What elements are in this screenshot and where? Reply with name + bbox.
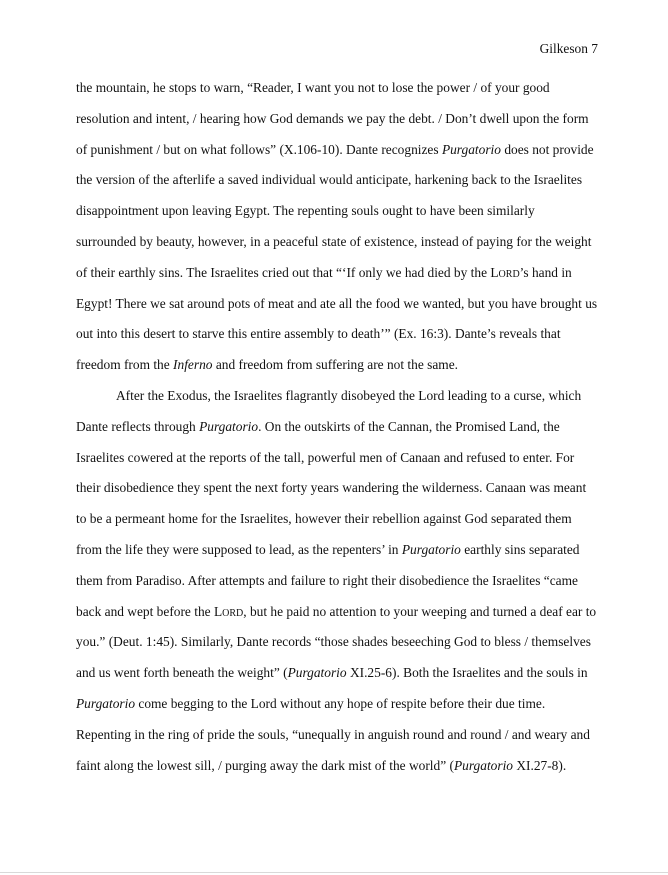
text-run: of punishment / but on what follows” (X.106-10). Dante recognizes bbox=[76, 141, 442, 157]
text-run: the version of the afterlife a saved individual would anticipate, harkening back to the Israelites bbox=[76, 172, 583, 188]
text-line bbox=[76, 632, 602, 663]
text-line bbox=[76, 602, 602, 633]
text-run: from the life they were supposed to lead, as the repenters’ in bbox=[76, 541, 402, 557]
text-line bbox=[76, 417, 602, 448]
text-run: Repenting in the ring of pride the souls, “unequally in anguish round and round / and weary and bbox=[76, 726, 590, 742]
text-run: . On the outskirts of the Cannan, the Promised Land, the bbox=[258, 418, 560, 434]
text-line bbox=[76, 478, 602, 509]
text-run: surrounded by beauty, however, in a peaceful state of existence, instead of paying for the weight bbox=[76, 233, 592, 249]
small-caps-word: LORD bbox=[490, 264, 520, 280]
text-line bbox=[76, 201, 602, 232]
text-line bbox=[76, 324, 602, 355]
text-run: After the Exodus, the Israelites flagrantly disobeyed the Lord leading to a curse, which bbox=[116, 387, 582, 403]
text-line bbox=[76, 448, 602, 479]
text-run: back and wept before the bbox=[76, 603, 214, 619]
italic-title: Purgatorio bbox=[287, 665, 347, 681]
text-run: ’s hand in bbox=[519, 264, 572, 280]
text-line bbox=[76, 571, 602, 602]
text-line bbox=[76, 386, 602, 417]
text-run: Egypt! There we sat around pots of meat and ate all the food we wanted, but you have brought us bbox=[76, 295, 598, 311]
text-run: , but he paid no attention to your weeping and turned a deaf ear to bbox=[243, 603, 597, 619]
text-run: the mountain, he stops to warn, “Reader, I want you not to lose the power / of your good bbox=[76, 80, 550, 95]
italic-title: Inferno bbox=[173, 357, 213, 373]
text-line bbox=[76, 109, 602, 140]
text-run: XI.27-8). bbox=[513, 757, 567, 773]
text-line bbox=[76, 232, 602, 263]
page-bottom-edge bbox=[0, 872, 668, 873]
text-run: freedom from the bbox=[76, 357, 174, 373]
text-line bbox=[76, 725, 602, 756]
small-caps-word: LORD bbox=[213, 603, 244, 619]
running-head: Gilkeson 7 bbox=[539, 41, 598, 56]
text-run: come begging to the Lord without any hope of respite before their due time. bbox=[135, 695, 546, 711]
italic-title: Purgatorio bbox=[441, 141, 501, 157]
text-run: of their earthly sins. The Israelites cried out that “‘If only we had died by the bbox=[76, 264, 491, 280]
text-run: to be a permeant home for the Israelites, however their rebellion against God separated them bbox=[76, 511, 572, 527]
text-line bbox=[76, 509, 602, 540]
text-line bbox=[76, 170, 602, 201]
text-run: earthly sins separated bbox=[460, 541, 580, 557]
text-run: and us went forth beneath the weight” ( bbox=[76, 665, 288, 681]
paragraph bbox=[76, 386, 602, 786]
text-line bbox=[76, 355, 602, 386]
text-run: and freedom from suffering are not the same. bbox=[212, 357, 458, 373]
text-line bbox=[76, 294, 602, 325]
text-run: XI.25-6). Both the Israelites and the souls in bbox=[346, 665, 588, 681]
text-line bbox=[76, 263, 602, 294]
italic-title: Purgatorio bbox=[401, 541, 461, 557]
text-run: them from Paradiso. After attempts and failure to right their disobedience the Israelites “came bbox=[76, 572, 578, 588]
text-run: does not provide bbox=[500, 141, 594, 157]
text-run: out into this desert to starve this entire assembly to death’” (Ex. 16:3). Dante’s reveals that bbox=[76, 326, 561, 342]
paragraph bbox=[76, 78, 602, 386]
italic-title: Purgatorio bbox=[199, 418, 259, 434]
text-line bbox=[76, 663, 602, 694]
text-run: faint along the lowest sill, / purging away the dark mist of the world” ( bbox=[76, 757, 454, 773]
text-run: you.” (Deut. 1:45). Similarly, Dante records “those shades beseeching God to bless / themselves bbox=[76, 634, 591, 650]
body-text bbox=[76, 78, 602, 786]
text-run: resolution and intent, / hearing how God demands we pay the debt. / Don’t dwell upon the form bbox=[76, 110, 589, 126]
text-line bbox=[76, 540, 602, 571]
text-line bbox=[76, 756, 602, 787]
text-line bbox=[76, 694, 602, 725]
text-line bbox=[76, 140, 602, 171]
italic-title: Purgatorio bbox=[76, 695, 136, 711]
text-run: Dante reflects through bbox=[76, 418, 200, 434]
text-line bbox=[76, 78, 602, 109]
text-run: their disobedience they spent the next forty years wandering the wilderness. Canaan was meant bbox=[76, 480, 587, 496]
text-run: Israelites cowered at the reports of the tall, powerful men of Canaan and refused to enter. For bbox=[76, 449, 575, 465]
text-run: disappointment upon leaving Egypt. The repenting souls ought to have been similarly bbox=[76, 203, 535, 219]
italic-title: Purgatorio bbox=[453, 757, 513, 773]
